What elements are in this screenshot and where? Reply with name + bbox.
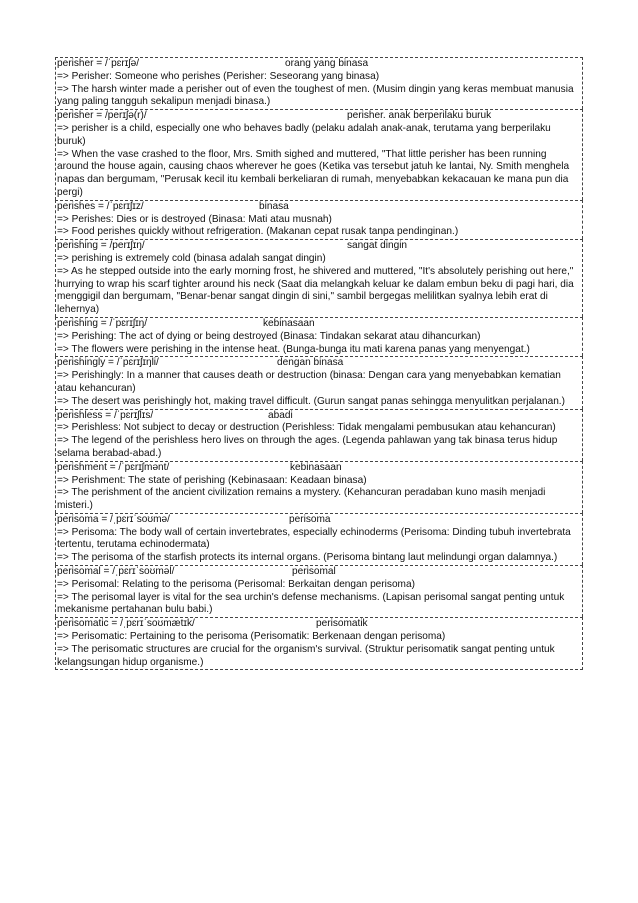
headword-pronunciation: perishing = /perɪʃɪŋ/ bbox=[57, 240, 145, 252]
example-line: => The perishment of the ancient civilization remains a mystery. (Kehancuran peradaban kuno masih menjadi misteri.) bbox=[57, 487, 546, 512]
translation-gloss: sangat dingin bbox=[347, 240, 408, 252]
definition-line: => Perisoma: The body wall of certain invertebrates, especially echinoderms (Perisoma: Dinding tubuh invertebrata tertentu, terutama echinodermata) bbox=[57, 526, 571, 551]
definition-line: => Perishingly: In a manner that causes death or destruction (binasa: Dengan cara yang menyebabkan kematian atau kehancuran) bbox=[57, 370, 561, 394]
example-line: => When the vase crashed to the floor, Mrs. Smith sighed and muttered, "That little perisher has been running around the house again, causing chaos wherever he goes (Ketika vas tersebut jatuh ke lantai, Ny. Smith menghela napas dan bergumam, "Perusak kecil itu kembali berkeliaran di rumah, menyebabkan kekacauan ke mana pun dia pergi) bbox=[57, 148, 570, 198]
headword-pronunciation: perisoma = /ˌpɛrɪˈsoʊmə/ bbox=[57, 513, 170, 525]
entry-header bbox=[57, 462, 580, 475]
translation-gloss: perisomatik bbox=[316, 618, 368, 630]
definition-line: => Perishment: The state of perishing (Kebinasaan: Keadaan binasa) bbox=[57, 474, 367, 486]
translation-gloss: perisoma bbox=[289, 513, 331, 525]
entry-header bbox=[57, 566, 580, 579]
entry-header bbox=[57, 318, 580, 331]
dictionary-entry bbox=[55, 617, 583, 670]
dictionary-entry bbox=[55, 317, 583, 356]
translation-gloss: kebinasaan bbox=[290, 461, 342, 473]
headword-pronunciation: perisher = /ˈpɛrɪʃə/ bbox=[57, 58, 139, 69]
example-line: => The perisomal layer is vital for the sea urchin's defense mechanisms. (Lapisan perisomal sangat penting untuk mekanisme pertahanan bulu babi.) bbox=[57, 591, 565, 616]
entry-header bbox=[57, 240, 580, 253]
definition-line: => perishing is extremely cold (binasa adalah sangat dingin) bbox=[57, 252, 326, 264]
example-line: => As he stepped outside into the early morning frost, he shivered and muttered, "It's absolutely perishing out here," hurrying to wrap his scarf tighter around his neck (Saat dia melangkah keluar ke dalam embun beku di pagi hari, dia menggigil dan bergumam, "Benar-benar sangat dingin di sini," sambil bergegas melilitkan syalnya lebih erat di lehernya) bbox=[57, 265, 574, 316]
dictionary-entry bbox=[55, 409, 583, 461]
translation-gloss: dengan binasa bbox=[277, 357, 344, 369]
definition-line: => Perishes: Dies or is destroyed (Binasa: Mati atau musnah) bbox=[57, 213, 332, 225]
headword-pronunciation: perishing = /ˈpɛrɪʃɪŋ/ bbox=[57, 317, 148, 329]
translation-gloss: perisomal bbox=[292, 566, 336, 578]
dictionary-page bbox=[55, 57, 583, 670]
entry-header bbox=[57, 357, 580, 370]
entry-header bbox=[57, 618, 580, 631]
headword-pronunciation: perishless = /ˈpɛrɪʃlɪs/ bbox=[57, 409, 154, 421]
dictionary-entry bbox=[55, 239, 583, 317]
definition-line: => perisher is a child, especially one who behaves badly (pelaku adalah anak-anak, terutama yang berperilaku buruk) bbox=[57, 122, 551, 147]
dictionary-entry bbox=[55, 57, 583, 109]
translation-gloss: binasa bbox=[259, 200, 289, 212]
entry-header bbox=[57, 201, 580, 214]
example-line: => The desert was perishingly hot, making travel difficult. (Gurun sangat panas sehingga menyulitkan perjalanan.) bbox=[57, 395, 565, 407]
dictionary-entry bbox=[55, 565, 583, 617]
example-line: => Food perishes quickly without refrigeration. (Makanan cepat rusak tanpa pendinginan.) bbox=[57, 226, 459, 238]
example-line: => The flowers were perishing in the intense heat. (Bunga-bunga itu mati karena panas yang menyengat.) bbox=[57, 343, 530, 355]
entry-header bbox=[57, 514, 580, 527]
definition-line: => Perisomal: Relating to the perisoma (Perisomal: Berkaitan dengan perisoma) bbox=[57, 578, 415, 590]
dictionary-entry bbox=[55, 200, 583, 239]
headword-pronunciation: perishingly = /ˈpɛrɪʃɪŋli/ bbox=[57, 357, 159, 369]
translation-gloss: orang yang binasa bbox=[285, 58, 369, 69]
translation-gloss: perisher. anak berperilaku buruk bbox=[347, 110, 492, 122]
entry-header bbox=[57, 110, 580, 123]
dictionary-entry bbox=[55, 356, 583, 408]
entry-header bbox=[57, 410, 580, 423]
dictionary-entry bbox=[55, 109, 583, 200]
translation-gloss: kebinasaan bbox=[263, 317, 315, 329]
example-line: => The perisoma of the starfish protects its internal organs. (Perisoma bintang laut melindungi organ dalamnya.) bbox=[57, 552, 558, 564]
example-line: => The legend of the perishless hero lives on through the ages. (Legenda pahlawan yang tak binasa terus hidup selama berabad-abad.) bbox=[57, 435, 558, 459]
headword-pronunciation: perisomal = /ˌpɛrɪˈsoʊməl/ bbox=[57, 566, 175, 578]
example-line: => The harsh winter made a perisher out of even the toughest of men. (Musim dingin yang keras membuat manusia yang paling tangguh sekalipun menjadi binasa.) bbox=[57, 83, 574, 108]
dictionary-entry bbox=[55, 461, 583, 513]
headword-pronunciation: perishment = /ˈpɛrɪʃmənt/ bbox=[57, 461, 170, 473]
headword-pronunciation: perishes = /ˈpɛrɪʃɪz/ bbox=[57, 200, 144, 212]
definition-line: => Perishing: The act of dying or being destroyed (Binasa: Tindakan sekarat atau dihancurkan) bbox=[57, 330, 481, 342]
definition-line: => Perishless: Not subject to decay or destruction (Perishless: Tidak mengalami pembusukan atau kehancuran) bbox=[57, 422, 556, 434]
translation-gloss: abadi bbox=[268, 409, 293, 421]
example-line: => The perisomatic structures are crucial for the organism's survival. (Struktur perisomatik sangat penting untuk kelangsungan hidup organisme.) bbox=[57, 643, 555, 668]
entry-header bbox=[57, 58, 580, 71]
definition-line: => Perisher: Someone who perishes (Perisher: Seseorang yang binasa) bbox=[57, 70, 380, 82]
headword-pronunciation: perisomatic = /ˌpɛrɪˈsoʊmætɪk/ bbox=[57, 618, 195, 630]
dictionary-entry bbox=[55, 513, 583, 565]
headword-pronunciation: perisher = /perɪʃə(r)/ bbox=[57, 110, 147, 122]
definition-line: => Perisomatic: Pertaining to the perisoma (Perisomatik: Berkenaan dengan perisoma) bbox=[57, 631, 446, 643]
